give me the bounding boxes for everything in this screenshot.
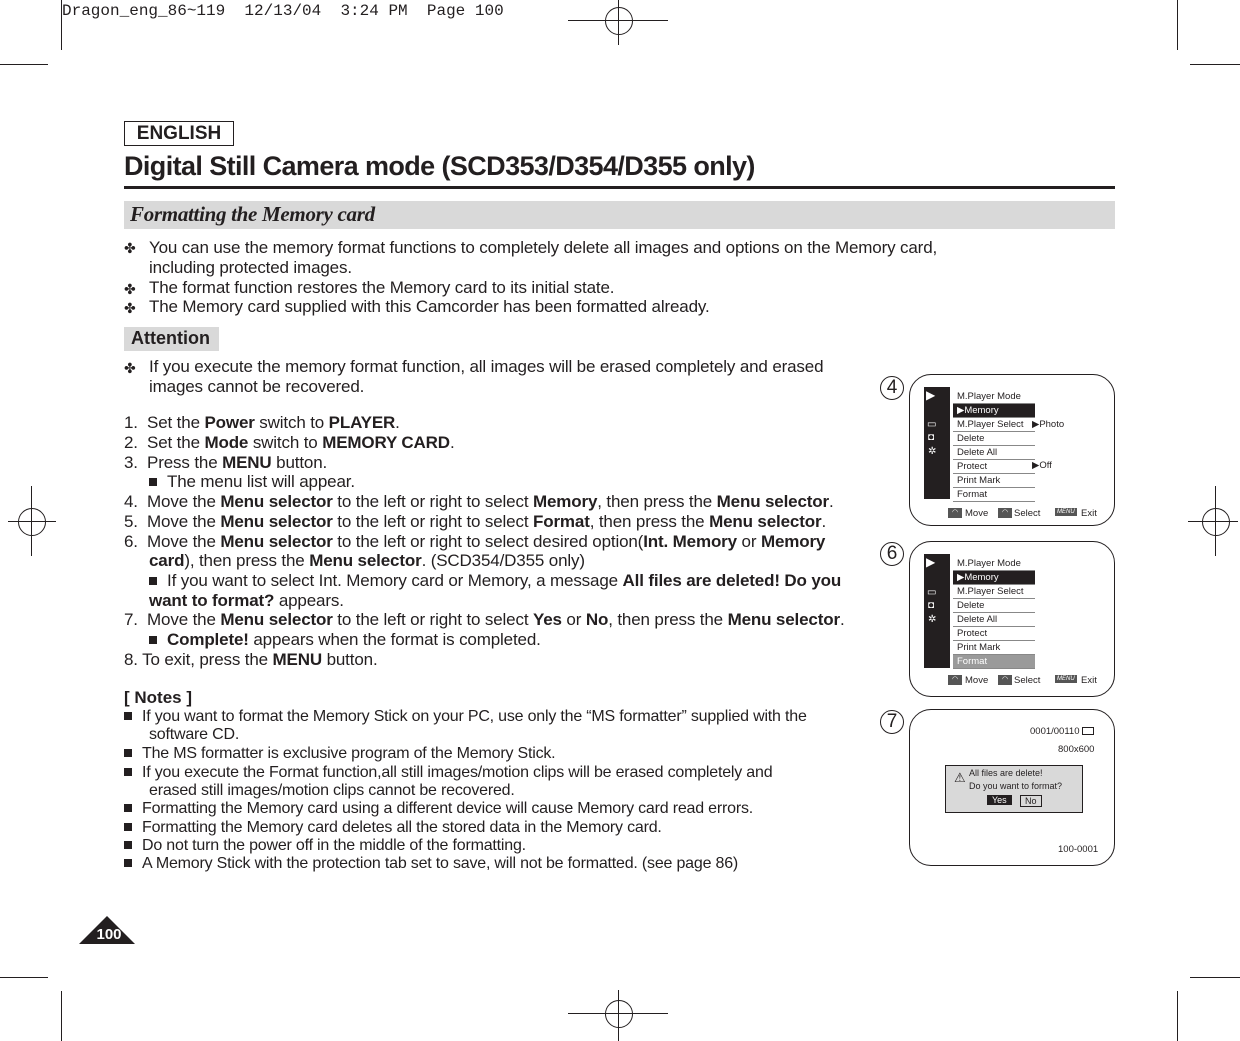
select-icon: ◠ <box>998 675 1012 685</box>
registration-line <box>8 521 56 522</box>
square-bullet-icon <box>124 712 132 720</box>
menu-item: Delete All <box>953 446 1035 460</box>
note-item <box>124 800 753 818</box>
note-text: Formatting the Memory card using a different device will cause Memory card read errors. <box>142 800 753 817</box>
step-text: button. <box>271 453 328 472</box>
step-2 <box>124 433 455 452</box>
step-text: . <box>449 433 455 452</box>
move-label: Move <box>965 508 989 519</box>
attention-label <box>124 327 219 351</box>
player-mode-icon: ▶ <box>926 388 936 402</box>
step-number: 1. <box>124 413 138 432</box>
note-item <box>124 819 662 837</box>
select-label: Select <box>1014 508 1041 519</box>
cross-bullet-icon: ✤ <box>124 281 136 297</box>
registration-line <box>31 486 32 556</box>
step-bold: Menu selector <box>309 551 422 570</box>
crop-mark <box>0 977 48 978</box>
step-bold: MEMORY CARD <box>322 433 450 452</box>
menu-item: Delete <box>953 432 1035 446</box>
note-text: The MS formatter is exclusive program of the Memory Stick. <box>142 745 556 762</box>
step-text: , then press the <box>589 512 710 531</box>
step-6-sub-cont <box>149 591 344 610</box>
note-text: If you want to format the Memory Stick on your PC, use only the “MS formatter” supplied with the <box>142 708 807 725</box>
step-1 <box>124 413 400 432</box>
step-text: Set the <box>147 433 205 452</box>
note-item <box>124 745 555 763</box>
note-text: Do not turn the power off in the middle of the formatting. <box>142 837 526 854</box>
warning-icon: ⚠ <box>954 770 966 785</box>
step-bold: PLAYER <box>328 413 396 432</box>
square-bullet-icon <box>149 636 157 644</box>
step-bold: Format <box>532 512 590 531</box>
step-text: or <box>561 610 586 629</box>
crop-mark <box>1177 991 1178 1041</box>
lcd-panel-step-7 <box>909 709 1115 866</box>
step-bold: Int. Memory <box>643 532 737 551</box>
note-text: Formatting the Memory card deletes all the stored data in the Memory card. <box>142 819 662 836</box>
step-text: appears when the format is completed. <box>248 630 541 649</box>
menu-badge: MENU <box>1057 676 1075 682</box>
step-6-cont <box>149 551 585 570</box>
notes-heading: [ Notes ] <box>124 688 192 707</box>
step-number-badge: 4 <box>880 376 904 400</box>
step-text: , then press the <box>608 610 728 629</box>
menu-item: M.Player Mode <box>953 557 1035 571</box>
memory-card-icon <box>1082 727 1094 735</box>
image-counter <box>1030 726 1094 737</box>
note-item-cont: erased still images/motion clips cannot be recovered. <box>149 782 515 799</box>
step-number-badge: 7 <box>880 710 904 734</box>
registration-mark <box>605 1000 633 1028</box>
camera-icon: ◘ <box>928 432 935 443</box>
menu-item-selected <box>953 571 1035 585</box>
intro-line: including protected images. <box>149 258 352 277</box>
step-bold: MENU <box>272 650 322 669</box>
attention-label-text: Attention <box>131 328 210 348</box>
step-text: switch to <box>254 413 329 432</box>
triangle-right-icon: ▶ <box>1032 419 1040 430</box>
square-bullet-icon <box>124 841 132 849</box>
square-bullet-icon <box>124 768 132 776</box>
registration-line <box>1215 486 1216 556</box>
menu-item: Delete All <box>953 613 1035 627</box>
menu-badge: MENU <box>1057 509 1075 515</box>
yes-button: Yes <box>987 795 1012 805</box>
step-3 <box>124 453 327 472</box>
print-header: Dragon_eng_86~119 12/13/04 3:24 PM Page 100 <box>62 2 504 20</box>
step-text: . <box>829 492 834 511</box>
step-bold: Yes <box>532 610 562 629</box>
registration-mark <box>605 7 633 35</box>
menu-item-label: Memory <box>964 572 999 583</box>
step-bold: Menu selector <box>220 512 333 531</box>
step-text: to the left or right to select <box>332 512 533 531</box>
step-text: to the left or right to select <box>332 610 533 629</box>
step-bold: card <box>149 551 185 570</box>
step-number: 4. <box>124 492 138 511</box>
step-text: . <box>839 610 845 629</box>
square-bullet-icon <box>124 804 132 812</box>
menu-item-selected <box>953 404 1035 418</box>
step-bold: Power <box>204 413 255 432</box>
step-bold: Memory <box>532 492 598 511</box>
menu-item: M.Player Select <box>953 585 1035 599</box>
step-text: Move the <box>147 610 221 629</box>
menu-item: Format <box>953 488 1035 502</box>
step-3-sub <box>149 472 355 491</box>
note-text: A Memory Stick with the protection tab set to save, will not be formatted. (see page 86) <box>142 855 739 872</box>
note-item <box>124 855 738 873</box>
square-bullet-icon <box>124 749 132 757</box>
option-label: Off <box>1039 460 1052 471</box>
step-number: 7. <box>124 610 138 629</box>
triangle-right-icon: ▶ <box>957 572 965 583</box>
memory-icon: ▭ <box>927 419 937 430</box>
step-text: Move the <box>147 512 221 531</box>
note-item <box>124 837 526 855</box>
section-title: Formatting the Memory card <box>130 202 375 226</box>
triangle-right-icon: ▶ <box>1032 460 1040 471</box>
language-label: ENGLISH <box>124 121 234 146</box>
registration-mark <box>1202 508 1230 536</box>
step-text: appears. <box>274 591 344 610</box>
menu-icon-column <box>924 554 950 668</box>
note-item <box>124 708 807 726</box>
step-7 <box>124 610 845 629</box>
step-number: 5. <box>124 512 138 531</box>
step-4 <box>124 492 834 511</box>
menu-icon-column <box>924 387 950 499</box>
step-text: . (SCD354/D355 only) <box>421 551 585 570</box>
triangle-right-icon: ▶ <box>957 405 965 416</box>
intro-line: You can use the memory format functions to completely delete all images and options on the Memory card, <box>149 238 938 257</box>
registration-line <box>618 990 619 1041</box>
menu-item: Protect <box>953 460 1035 474</box>
step-bold: Complete! <box>167 630 249 649</box>
camera-icon: ◘ <box>928 600 935 611</box>
no-button: No <box>1020 795 1042 807</box>
step-text: . <box>821 512 827 531</box>
resolution-label: 800x600 <box>1058 744 1095 755</box>
registration-line <box>1188 521 1238 522</box>
registration-mark <box>18 508 46 536</box>
step-6 <box>124 532 825 551</box>
step-bold: Menu selector <box>709 512 822 531</box>
step-number: 6. <box>124 532 138 551</box>
attention-text: If you execute the memory format function, all images will be erased completely and erased <box>149 357 824 376</box>
section-header <box>124 201 1115 229</box>
step-bold: Menu selector <box>220 532 333 551</box>
page-number: 100 <box>96 926 122 943</box>
option-off <box>1032 460 1052 471</box>
step-bold: Menu selector <box>727 610 840 629</box>
menu-item: M.Player Select <box>953 418 1035 432</box>
step-bold: Menu selector <box>220 492 333 511</box>
select-label: Select <box>1014 675 1041 686</box>
crop-mark <box>1177 0 1178 50</box>
cross-bullet-icon: ✤ <box>124 300 136 316</box>
step-7-sub <box>149 630 541 649</box>
step-bold: Menu selector <box>716 492 830 511</box>
attention-text: images cannot be recovered. <box>149 377 365 396</box>
registration-line <box>618 0 619 45</box>
menu-item-label: Memory <box>964 405 999 416</box>
step-5 <box>124 512 826 531</box>
dialog-message: All files are delete! <box>969 768 1043 778</box>
move-label: Move <box>965 675 989 686</box>
square-bullet-icon <box>124 823 132 831</box>
select-icon: ◠ <box>998 508 1012 518</box>
lcd-panel-step-6 <box>909 541 1115 697</box>
menu-list <box>953 390 1040 501</box>
step-text: If you want to select Int. Memory card or Memory, a message <box>167 571 623 590</box>
move-icon: ◠ <box>948 675 962 685</box>
step-bold: All files are deleted! Do you <box>622 571 842 590</box>
step-bold: Memory <box>760 532 826 551</box>
step-text: to the left or right to select desired option( <box>332 532 644 551</box>
step-text: ), then press the <box>184 551 310 570</box>
crop-mark <box>61 0 62 50</box>
step-number-badge: 6 <box>880 542 904 566</box>
menu-item: M.Player Mode <box>953 390 1035 404</box>
cross-bullet-icon: ✤ <box>124 240 136 256</box>
step-text: to the left or right to select <box>332 492 533 511</box>
step-text: Set the <box>147 413 205 432</box>
menu-list <box>953 557 1037 669</box>
menu-item-highlighted: Format <box>953 655 1035 669</box>
note-text: If you execute the Format function,all still images/motion clips will be erased completely and <box>142 764 773 781</box>
exit-label: Exit <box>1081 675 1097 686</box>
square-bullet-icon <box>149 478 157 486</box>
step-bold: Menu selector <box>220 610 333 629</box>
exit-label: Exit <box>1081 508 1097 519</box>
crop-mark <box>0 64 48 65</box>
step-bold: No <box>585 610 609 629</box>
memory-icon: ▭ <box>927 587 937 598</box>
step-bold: want to format? <box>149 591 275 610</box>
step-text: or <box>736 532 761 551</box>
file-number: 100-0001 <box>1058 844 1099 855</box>
option-photo <box>1032 419 1064 430</box>
step-number: 2. <box>124 433 138 452</box>
step-text: . <box>395 413 400 432</box>
menu-item: Protect <box>953 627 1035 641</box>
step-number: 3. <box>124 453 138 472</box>
menu-item: Print Mark <box>953 641 1035 655</box>
step-6-sub <box>149 571 841 590</box>
option-label: Photo <box>1039 419 1065 430</box>
step-text: Move the <box>147 532 221 551</box>
menu-item: Delete <box>953 599 1035 613</box>
square-bullet-icon <box>149 577 157 585</box>
move-icon: ◠ <box>948 508 962 518</box>
step-text: , then press the <box>597 492 717 511</box>
gear-icon: ✲ <box>928 446 937 457</box>
intro-line: The format function restores the Memory card to its initial state. <box>149 278 615 297</box>
step-8 <box>124 650 378 669</box>
step-text: switch to <box>248 433 323 452</box>
intro-line: The Memory card supplied with this Camcorder has been formatted already. <box>149 297 710 316</box>
step-text: Move the <box>147 492 221 511</box>
menu-item: Print Mark <box>953 474 1035 488</box>
note-item-cont: software CD. <box>149 726 240 743</box>
page-title: Digital Still Camera mode (SCD353/D354/D355 only) <box>124 151 755 181</box>
title-rule <box>124 186 1115 189</box>
step-text: 8. To exit, press the <box>124 650 273 669</box>
step-bold: Mode <box>204 433 249 452</box>
crop-mark <box>1190 977 1240 978</box>
lcd-panel-step-4 <box>909 374 1115 526</box>
format-dialog <box>945 765 1083 813</box>
gear-icon: ✲ <box>928 614 937 625</box>
step-text: Press the <box>147 453 223 472</box>
crop-mark <box>61 991 62 1041</box>
note-item <box>124 764 772 782</box>
dialog-message: Do you want to format? <box>969 781 1063 791</box>
step-bold: MENU <box>222 453 272 472</box>
cross-bullet-icon: ✤ <box>124 360 136 376</box>
counter-text: 0001/00110 <box>1030 726 1080 737</box>
step-text: The menu list will appear. <box>167 472 355 491</box>
crop-mark <box>1190 64 1240 65</box>
square-bullet-icon <box>124 859 132 867</box>
step-text: button. <box>322 650 378 669</box>
player-mode-icon: ▶ <box>926 555 936 569</box>
